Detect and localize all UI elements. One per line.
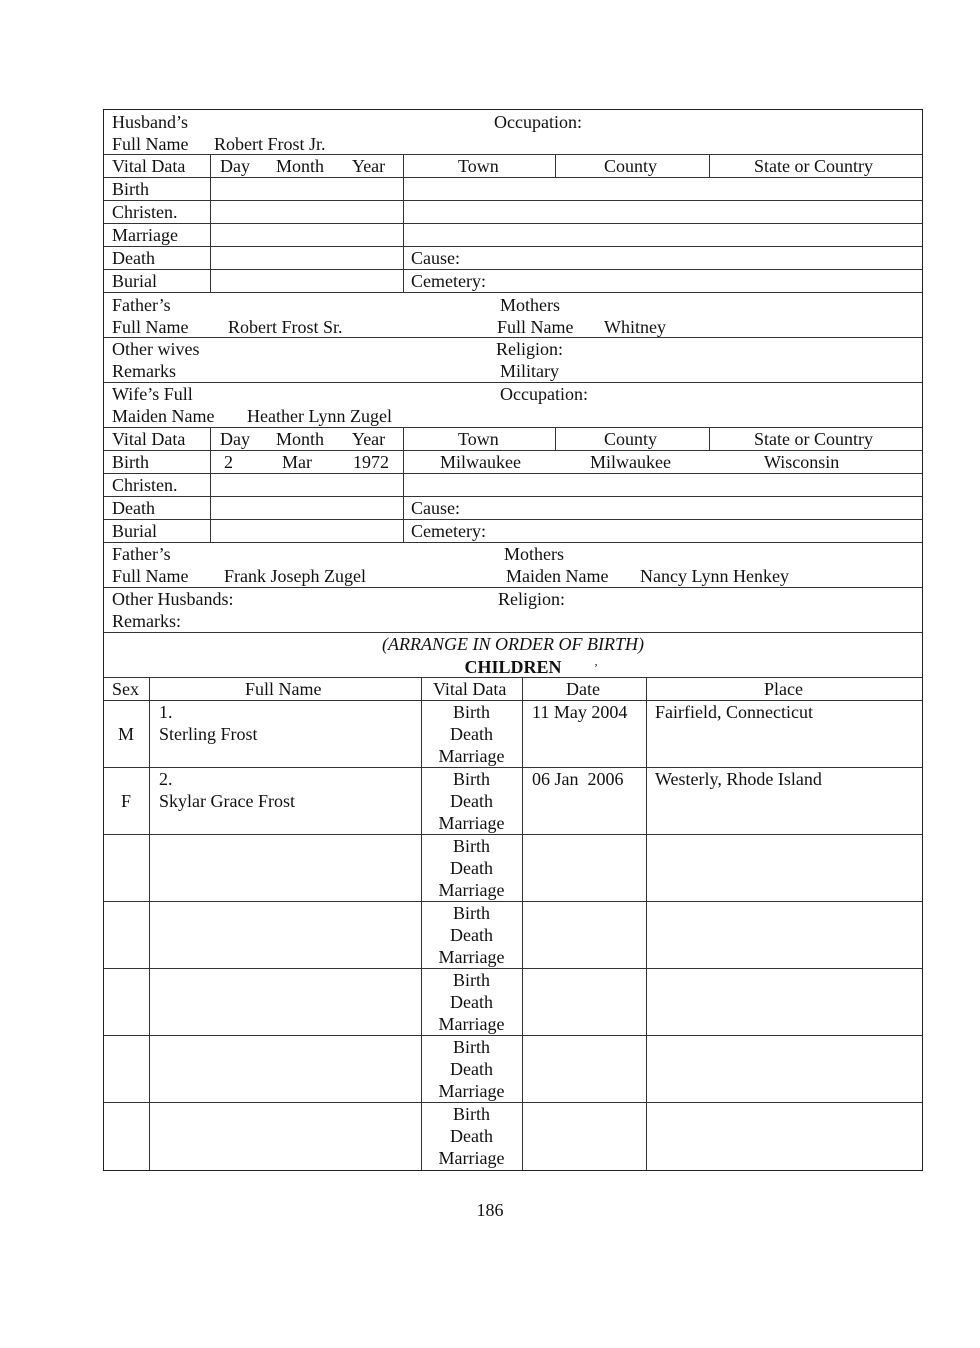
child-name[interactable]: Sterling Frost (159, 724, 258, 744)
children-title: CHILDREN (464, 657, 562, 677)
remarks-label: Remarks: (112, 611, 181, 631)
other-wives-label: Other wives (112, 339, 200, 359)
mother-full-name-label: Full Name (497, 317, 574, 337)
state-header: State or Country (754, 429, 873, 449)
month-header: Month (276, 156, 325, 176)
husband-father-name[interactable]: Robert Frost Sr. (228, 317, 343, 337)
death-label: Death (450, 724, 493, 744)
death-label: Death (112, 498, 155, 518)
husband-name-row (104, 110, 922, 155)
state-header: State or Country (754, 156, 873, 176)
child-number: 2. (159, 769, 173, 789)
month-header: Month (276, 429, 325, 449)
wife-death-row[interactable] (104, 497, 922, 520)
marriage-label: Marriage (112, 225, 178, 245)
wife-vital-header (104, 428, 922, 451)
wife-remarks-row (104, 588, 922, 633)
husband-burial-row[interactable] (104, 270, 922, 293)
remarks-label: Remarks (112, 361, 176, 381)
husband-mother-name[interactable]: Whitney (604, 317, 666, 337)
birth-label: Birth (112, 452, 150, 472)
wife-burial-row[interactable] (104, 520, 922, 543)
mother-maiden-name-label: Maiden Name (506, 566, 609, 586)
marriage-label: Marriage (438, 1148, 505, 1168)
birth-label: Birth (452, 970, 490, 990)
military-label: Military (500, 361, 559, 381)
cemetery-label: Cemetery: (411, 521, 486, 541)
birth-label: Birth (452, 1037, 490, 1057)
child-row-1[interactable] (104, 701, 922, 768)
wife-label: Wife’s Full (112, 384, 193, 404)
husband-parents-row (104, 293, 922, 338)
death-label: Death (112, 248, 155, 268)
wife-name-row (104, 383, 922, 428)
wife-parents-row (104, 543, 922, 588)
husband-remarks-row (104, 338, 922, 383)
marriage-label: Marriage (438, 947, 505, 967)
religion-label: Religion: (496, 339, 563, 359)
wife-full-name[interactable]: Heather Lynn Zugel (247, 406, 392, 426)
wife-birth-day[interactable]: 2 (224, 452, 233, 472)
vital-data-header: Vital Data (433, 679, 507, 699)
father-full-name-label: Full Name (112, 317, 189, 337)
wife-mother-name[interactable]: Nancy Lynn Henkey (640, 566, 789, 586)
wife-birth-county[interactable]: Milwaukee (590, 452, 671, 472)
full-name-header: Full Name (245, 679, 322, 699)
child-sex[interactable]: M (118, 724, 135, 744)
wife-birth-year[interactable]: 1972 (353, 452, 389, 472)
child-row-3[interactable] (104, 835, 922, 902)
religion-label: Religion: (498, 589, 565, 609)
mother-label: Mothers (504, 544, 564, 564)
wife-birth-town[interactable]: Milwaukee (440, 452, 521, 472)
birth-label: Birth (452, 836, 490, 856)
child-name[interactable]: Skylar Grace Frost (159, 791, 295, 811)
death-label: Death (450, 1126, 493, 1146)
cause-label: Cause: (411, 248, 460, 268)
christen-label: Christen. (112, 475, 178, 495)
child-row-4[interactable] (104, 902, 922, 969)
marriage-label: Marriage (438, 880, 505, 900)
children-title-row (104, 633, 922, 678)
marriage-label: Marriage (438, 1014, 505, 1034)
father-full-name-label: Full Name (112, 566, 189, 586)
marriage-label: Marriage (438, 1081, 505, 1101)
husband-full-name[interactable]: Robert Frost Jr. (214, 134, 326, 154)
husband-christen-row[interactable] (104, 201, 922, 224)
wife-christen-row[interactable] (104, 474, 922, 497)
page-number: 186 (476, 1200, 504, 1220)
child-birth-date[interactable]: 11 May 2004 (532, 702, 628, 722)
husband-occupation-label: Occupation: (494, 112, 582, 132)
family-group-sheet (103, 109, 923, 1171)
husband-death-row[interactable] (104, 247, 922, 270)
sex-header: Sex (112, 679, 139, 699)
marriage-label: Marriage (438, 813, 505, 833)
marriage-label: Marriage (438, 746, 505, 766)
husband-birth-row[interactable] (104, 178, 922, 201)
vital-data-header: Vital Data (112, 156, 186, 176)
death-label: Death (450, 992, 493, 1012)
wife-birth-month[interactable]: Mar (282, 452, 312, 472)
children-header-row (104, 678, 922, 701)
town-header: Town (458, 156, 499, 176)
child-row-2[interactable] (104, 768, 922, 835)
arrange-instruction: (ARRANGE IN ORDER OF BIRTH) (382, 634, 644, 654)
child-row-5[interactable] (104, 969, 922, 1036)
place-header: Place (764, 679, 803, 699)
child-birth-place[interactable]: Westerly, Rhode Island (655, 769, 822, 789)
wife-father-name[interactable]: Frank Joseph Zugel (224, 566, 366, 586)
vital-data-header: Vital Data (112, 429, 186, 449)
birth-label: Birth (452, 702, 490, 722)
burial-label: Burial (112, 271, 157, 291)
death-label: Death (450, 1059, 493, 1079)
cause-label: Cause: (411, 498, 460, 518)
death-label: Death (450, 791, 493, 811)
other-husbands-label: Other Husbands: (112, 589, 234, 609)
child-sex[interactable]: F (121, 791, 132, 811)
child-number: 1. (159, 702, 173, 722)
child-birth-place[interactable]: Fairfield, Connecticut (655, 702, 813, 722)
town-header: Town (458, 429, 499, 449)
husband-label: Husband’s (112, 112, 188, 132)
child-birth-date[interactable]: 06 Jan 2006 (532, 769, 624, 789)
year-header: Year (352, 156, 386, 176)
cemetery-label: Cemetery: (411, 271, 486, 291)
birth-label: Birth (452, 769, 490, 789)
day-header: Day (220, 156, 250, 176)
husband-full-name-label: Full Name (112, 134, 189, 154)
death-label: Death (450, 925, 493, 945)
child-row-6[interactable] (104, 1036, 922, 1103)
mother-label: Mothers (500, 295, 560, 315)
county-header: County (604, 429, 658, 449)
burial-label: Burial (112, 521, 157, 541)
father-label: Father’s (112, 544, 171, 564)
death-label: Death (450, 858, 493, 878)
birth-label: Birth (452, 903, 490, 923)
wife-birth-state[interactable]: Wisconsin (764, 452, 840, 472)
day-header: Day (220, 429, 250, 449)
date-header: Date (566, 679, 600, 699)
father-label: Father’s (112, 295, 171, 315)
year-header: Year (352, 429, 386, 449)
county-header: County (604, 156, 658, 176)
husband-marriage-row[interactable] (104, 224, 922, 247)
wife-occupation-label: Occupation: (500, 384, 588, 404)
stray-mark: ʼ (594, 661, 598, 675)
wife-maiden-name-label: Maiden Name (112, 406, 215, 426)
christen-label: Christen. (112, 202, 178, 222)
husband-vital-header (104, 155, 922, 178)
birth-label: Birth (112, 179, 150, 199)
wife-birth-row[interactable] (104, 451, 922, 474)
child-row-7[interactable] (104, 1103, 922, 1170)
birth-label: Birth (452, 1104, 490, 1124)
